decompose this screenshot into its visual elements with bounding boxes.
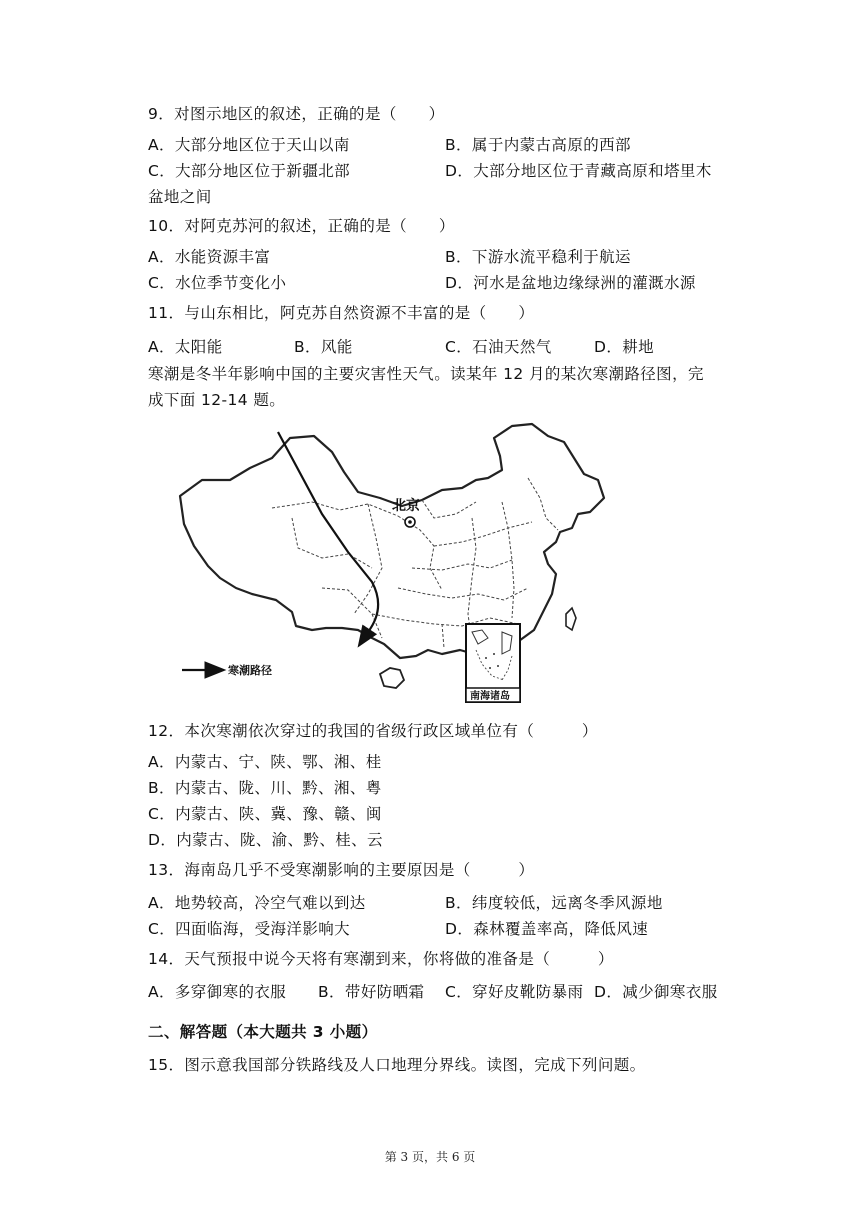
q13-option-b: B．纬度较低，远离冬季风源地 [445,894,663,912]
q12-option-c: C．内蒙古、陕、冀、豫、赣、闽 [148,805,382,823]
inset-label: 南海诸岛 [470,691,510,702]
q10-stem: 10．对阿克苏河的叙述，正确的是（ ） [148,217,455,235]
q11-option-a: A．太阳能 [148,338,223,356]
q13-stem: 13．海南岛几乎不受寒潮影响的主要原因是（ ） [148,861,535,879]
q10-option-a: A．水能资源丰富 [148,248,271,266]
q10-option-c: C．水位季节变化小 [148,274,287,292]
q14-option-d: D．减少御寒衣服 [594,983,718,1001]
q11-stem: 11．与山东相比，阿克苏自然资源不丰富的是（ ） [148,304,535,322]
intro-line-1: 寒潮是冬半年影响中国的主要灾害性天气。读某年 12 月的某次寒潮路径图，完 [148,365,704,383]
q14-option-c: C．穿好皮靴防暴雨 [445,983,584,1001]
intro-line-2: 成下面 12-14 题。 [148,391,286,409]
q13-option-a: A．地势较高，冷空气难以到达 [148,894,366,912]
beijing-label: 北京 [392,498,420,514]
legend-label: 寒潮路径 [228,664,272,677]
q12-stem: 12．本次寒潮依次穿过的我国的省级行政区域单位有（ ） [148,722,598,740]
q11-option-b: B．风能 [294,338,353,356]
q12-option-b: B．内蒙古、陇、川、黔、湘、粤 [148,779,382,797]
q13-option-c: C．四面临海，受海洋影响大 [148,920,351,938]
china-outline [180,424,604,658]
q14-stem: 14．天气预报中说今天将有寒潮到来，你将做的准备是（ ） [148,950,614,968]
q9-option-d: D．大部分地区位于青藏高原和塔里木 [445,162,712,180]
beijing-dot [408,520,412,524]
page-footer: 第 3 页，共 6 页 [384,1150,476,1164]
q13-option-d: D．森林覆盖率高，降低风速 [445,920,649,938]
taiwan-island [566,608,576,630]
q12-option-d: D．内蒙古、陇、渝、黔、桂、云 [148,831,383,849]
q14-option-a: A．多穿御寒的衣服 [148,983,287,1001]
cold-wave-route-map [172,418,692,704]
q11-option-c: C．石油天然气 [445,338,552,356]
q9-option-b: B．属于内蒙古高原的西部 [445,136,631,154]
q12-option-a: A．内蒙古、宁、陕、鄂、湘、桂 [148,753,382,771]
q9-option-d-continued: 盆地之间 [148,188,212,206]
q10-option-d: D．河水是盆地边缘绿洲的灌溉水源 [445,274,696,292]
q9-stem: 9．对图示地区的叙述，正确的是（ ） [148,105,445,123]
q15-stem: 15．图示意我国部分铁路线及人口地理分界线。读图，完成下列问题。 [148,1056,646,1074]
q9-option-a: A．大部分地区位于天山以南 [148,136,350,154]
section-2-heading: 二、解答题（本大题共 3 小题） [148,1023,378,1041]
q11-option-d: D．耕地 [594,338,655,356]
q14-option-b: B．带好防晒霜 [318,983,425,1001]
q10-option-b: B．下游水流平稳利于航运 [445,248,631,266]
q9-option-c: C．大部分地区位于新疆北部 [148,162,351,180]
hainan-island [380,668,404,688]
south-china-sea-inset [466,624,520,702]
